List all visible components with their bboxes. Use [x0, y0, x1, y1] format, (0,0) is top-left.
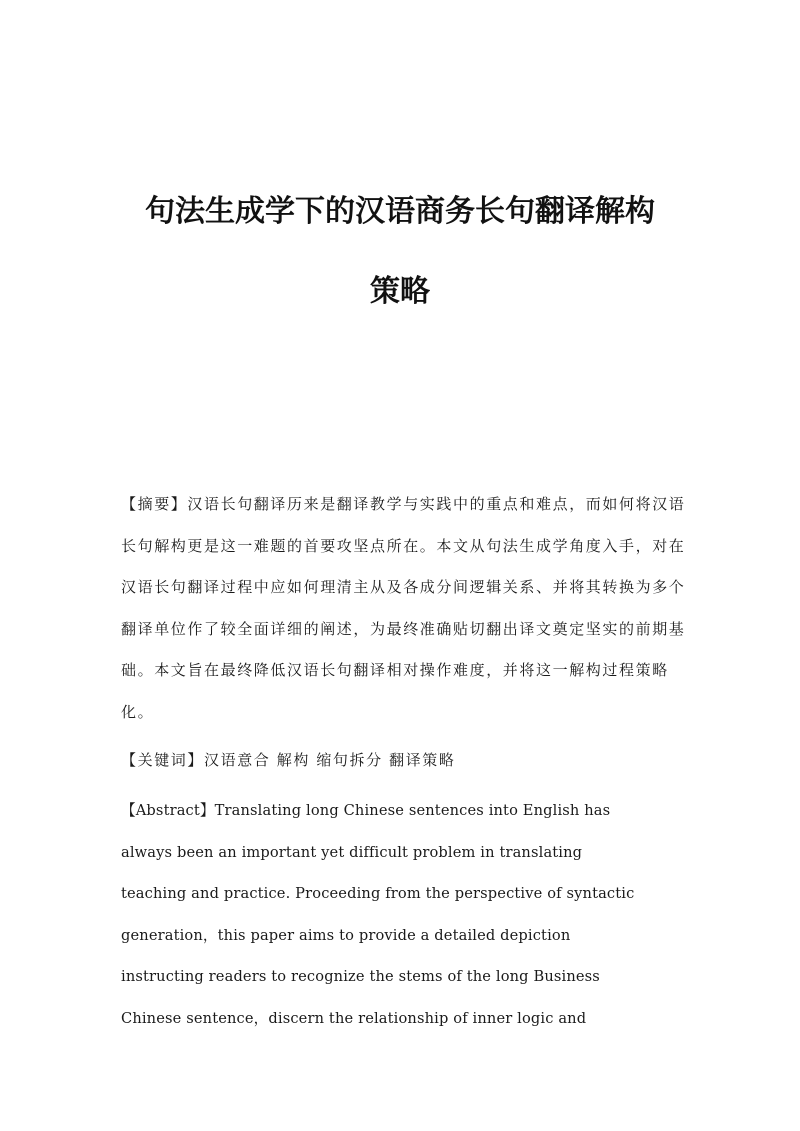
page-title-line-2: 策略	[370, 274, 430, 309]
chinese-abstract-line: 长句解构更是这一难题的首要攻坚点所在。本文从句法生成学角度入手，对在	[121, 536, 686, 555]
page-title-line-1: 句法生成学下的汉语商务长句翻译解构	[145, 194, 655, 229]
english-abstract-line: always been an important yet difficult problem in translating	[121, 843, 583, 861]
english-abstract	[121, 790, 681, 1039]
chinese-abstract-line: 【摘要】汉语长句翻译历来是翻译教学与实践中的重点和难点，而如何将汉语	[121, 495, 686, 513]
english-abstract-line: instructing readers to recognize the stems of the long Business	[121, 968, 600, 985]
english-abstract-line: teaching and practice. Proceeding from the perspective of syntactic	[121, 885, 635, 902]
chinese-abstract-line: 础。本文旨在最终降低汉语长句翻译相对操作难度，并将这一解构过程策略	[121, 661, 669, 679]
english-abstract-line: Chinese sentence，discern the relationship of inner logic and	[121, 1009, 587, 1027]
chinese-abstract-line: 翻译单位作了较全面详细的阐述，为最终准确贴切翻出译文奠定坚实的前期基	[121, 619, 686, 638]
chinese-abstract-line: 化。	[121, 702, 155, 721]
english-abstract-line: 【Abstract】Translating long Chinese sentences into English has	[121, 802, 611, 819]
chinese-abstract-line: 汉语长句翻译过程中应如何理清主从及各成分间逻辑关系、并将其转换为多个	[121, 578, 686, 596]
chinese-abstract	[121, 484, 686, 733]
english-abstract-line: generation，this paper aims to provide a detailed depiction	[121, 926, 571, 944]
keywords	[121, 740, 681, 782]
keywords-line: 【关键词】汉语意合 解构 缩句拆分 翻译策略	[121, 751, 456, 769]
